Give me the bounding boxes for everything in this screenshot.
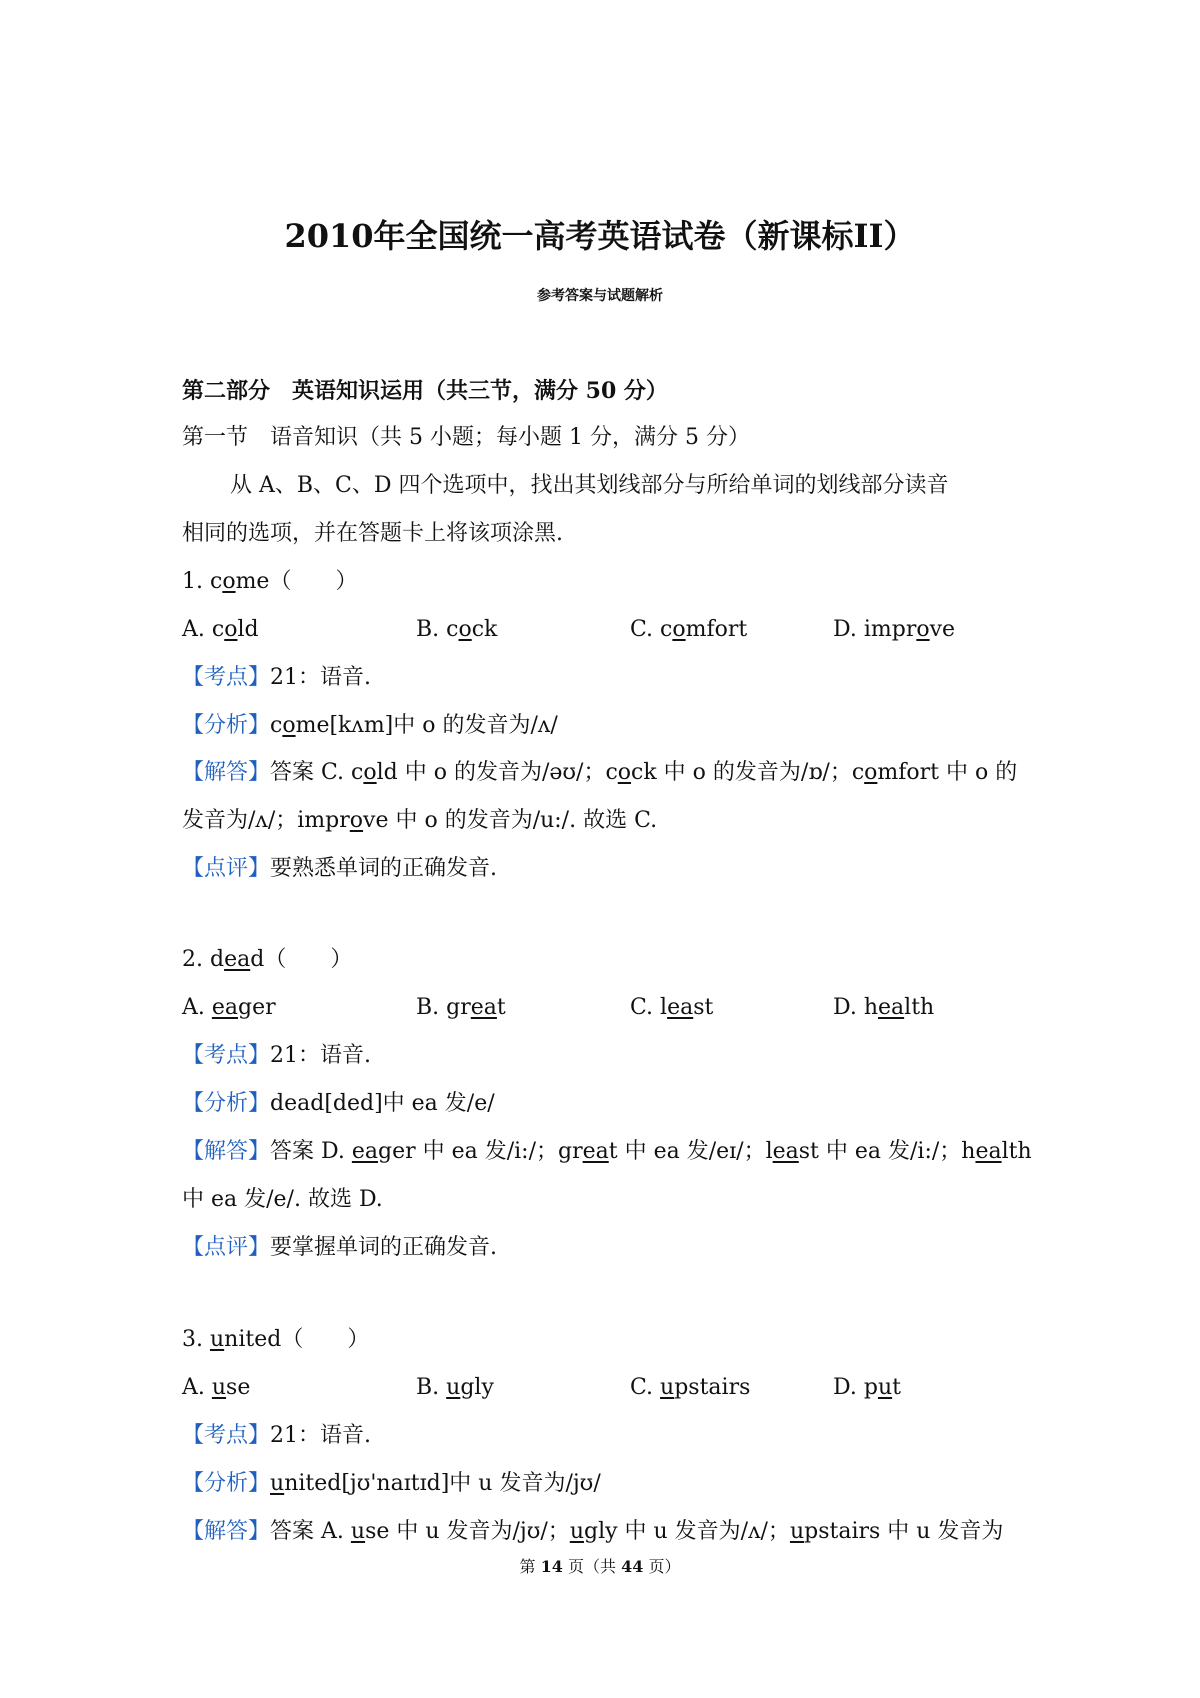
option-d: D. health [833,995,935,1020]
question-1-jieda-cont: 发音为/ʌ/；improve 中 o 的发音为/u:/. 故选 C. [182,808,658,833]
option-d: D. put [833,1375,901,1400]
question-2-jieda-cont: 中 ea 发/e/. 故选 D. [182,1187,383,1212]
option-b: B. great [416,995,506,1020]
question-1-options [182,615,1022,645]
question-3-kaodian: 【考点】21：语音. [182,1423,372,1448]
option-c: C. comfort [630,617,748,642]
option-a: A. use [182,1375,251,1400]
option-c: C. least [630,995,714,1020]
page-title: 2010年全国统一高考英语试卷（新课标II） [284,217,916,255]
option-b: B. cock [416,617,498,642]
question-2-options [182,993,1022,1023]
option-a: A. eager [182,995,276,1020]
option-a: A. cold [182,617,259,642]
question-2-fenxi: 【分析】dead[ded]中 ea 发/e/ [182,1091,495,1116]
question-1-jieda: 【解答】答案 C. cold 中 o 的发音为/əʊ/；cock 中 o 的发音为/ɒ/；comfort 中 o 的 [182,760,1018,785]
section-heading: 第一节 语音知识（共 5 小题；每小题 1 分，满分 5 分） [182,425,750,450]
question-1-fenxi: 【分析】come[kʌm]中 o 的发音为/ʌ/ [182,713,558,738]
page-footer: 第 14 页（共 44 页） [519,1557,681,1576]
question-2-stem: 2. dead（ ） [182,947,353,972]
instruction-line-1: 从 A、B、C、D 四个选项中，找出其划线部分与所给单词的划线部分读音 [230,473,949,498]
question-2-dianping: 【点评】要掌握单词的正确发音. [182,1235,498,1260]
question-1-stem: 1. come（ ） [182,569,358,594]
question-1-dianping: 【点评】要熟悉单词的正确发音. [182,856,498,881]
option-c: C. upstairs [630,1375,751,1400]
question-3-fenxi: 【分析】united[jʊ'naɪtɪd]中 u 发音为/jʊ/ [182,1471,601,1496]
question-3-stem: 3. united（ ） [182,1327,370,1352]
page-subtitle: 参考答案与试题解析 [537,288,663,304]
option-d: D. improve [833,617,956,642]
question-2-jieda: 【解答】答案 D. eager 中 ea 发/i:/；great 中 ea 发/eɪ/；least 中 ea 发/i:/；health [182,1139,1032,1164]
instruction-line-2: 相同的选项，并在答题卡上将该项涂黑. [182,521,563,546]
question-2-kaodian: 【考点】21：语音. [182,1043,372,1068]
question-3-jieda: 【解答】答案 A. use 中 u 发音为/jʊ/；ugly 中 u 发音为/ʌ/；upstairs 中 u 发音为 [182,1519,1004,1544]
part-heading: 第二部分 英语知识运用（共三节，满分 50 分） [182,378,668,404]
option-b: B. ugly [416,1375,494,1400]
question-3-options [182,1373,1022,1403]
question-1-kaodian: 【考点】21：语音. [182,665,372,690]
